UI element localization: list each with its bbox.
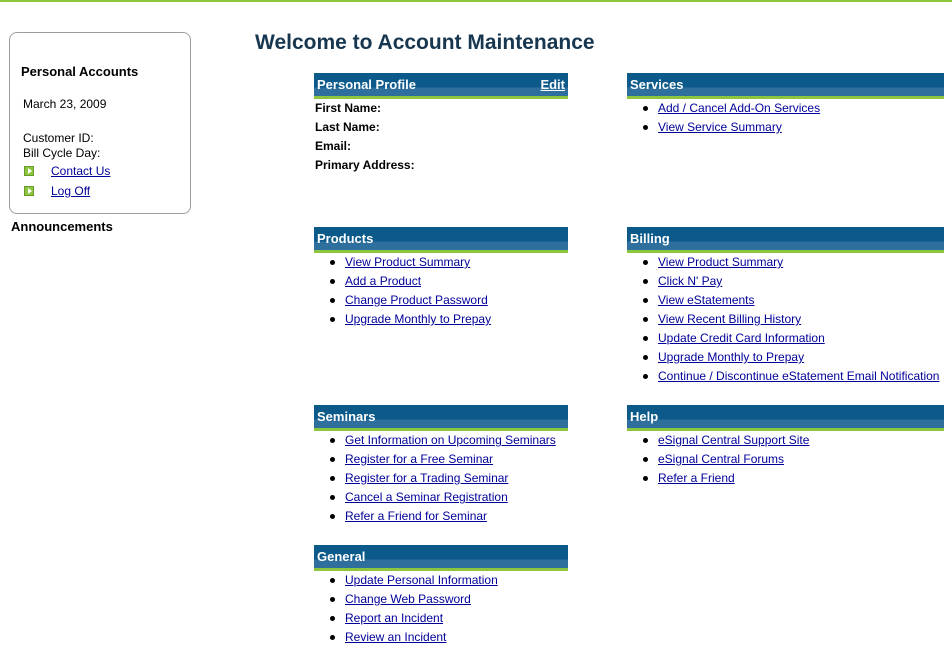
products-panel [314, 227, 568, 329]
list-item [627, 253, 944, 272]
announcements-heading: Announcements [11, 219, 113, 234]
log-off-link[interactable]: Log Off [51, 184, 91, 198]
list-item [627, 329, 944, 348]
refer-friend-link[interactable]: Refer a Friend [658, 471, 735, 485]
upgrade-monthly-prepay-link[interactable]: Upgrade Monthly to Prepay [345, 312, 492, 326]
forums-link[interactable]: eSignal Central Forums [658, 452, 785, 466]
billing-panel [627, 227, 944, 386]
update-credit-card-link[interactable]: Update Credit Card Information [658, 331, 825, 345]
free-seminar-link[interactable]: Register for a Free Seminar [345, 452, 494, 466]
list-item [627, 99, 944, 118]
list-item [627, 450, 944, 469]
services-links [627, 99, 944, 137]
green-arrow-bullet-icon [24, 166, 34, 176]
list-item [314, 488, 568, 507]
list-item [314, 291, 568, 310]
general-panel [314, 545, 568, 647]
update-personal-info-link[interactable]: Update Personal Information [345, 573, 498, 587]
bill-cycle-label: Bill Cycle Day: [23, 146, 101, 160]
log-off-item [24, 184, 90, 198]
list-item [627, 310, 944, 329]
email-label: Email: [315, 139, 352, 153]
panel-title: Billing [630, 231, 670, 246]
panel-title: Seminars [317, 409, 376, 424]
list-item [314, 571, 568, 590]
list-item [314, 450, 568, 469]
add-product-link[interactable]: Add a Product [345, 274, 422, 288]
contact-us-link[interactable]: Contact Us [51, 164, 111, 178]
list-item [314, 469, 568, 488]
list-item [627, 348, 944, 367]
list-item [314, 310, 568, 329]
green-arrow-bullet-icon [24, 186, 34, 196]
contact-us-item [24, 164, 110, 178]
list-item [314, 590, 568, 609]
panel-header [314, 73, 568, 99]
click-n-pay-link[interactable]: Click N' Pay [658, 274, 723, 288]
services-panel [627, 73, 944, 137]
first-name-label: First Name: [315, 101, 382, 115]
list-item [627, 272, 944, 291]
current-date: March 23, 2009 [23, 97, 107, 111]
panel-header [314, 405, 568, 431]
panel-title: Services [630, 77, 684, 92]
list-item [314, 253, 568, 272]
billing-links [627, 253, 944, 386]
view-estatements-link[interactable]: View eStatements [658, 293, 755, 307]
sidebar-heading: Personal Accounts [21, 64, 139, 79]
seminars-panel [314, 405, 568, 526]
account-sidebar [9, 32, 191, 214]
list-item [314, 431, 568, 450]
list-item [627, 291, 944, 310]
upcoming-seminars-link[interactable]: Get Information on Upcoming Seminars [345, 433, 556, 447]
list-item [627, 118, 944, 137]
list-item [314, 628, 568, 647]
support-site-link[interactable]: eSignal Central Support Site [658, 433, 810, 447]
billing-view-product-summary-link[interactable]: View Product Summary [658, 255, 784, 269]
list-item [314, 272, 568, 291]
billing-upgrade-prepay-link[interactable]: Upgrade Monthly to Prepay [658, 350, 805, 364]
panel-header [627, 227, 944, 253]
review-incident-link[interactable]: Review an Incident [345, 630, 447, 644]
page-title: Welcome to Account Maintenance [255, 31, 595, 54]
view-billing-history-link[interactable]: View Recent Billing History [658, 312, 802, 326]
personal-profile-panel [314, 73, 568, 175]
panel-header [314, 227, 568, 253]
estatement-notification-link[interactable]: Continue / Discontinue eStatement Email Notification [658, 369, 940, 383]
add-cancel-addon-link[interactable]: Add / Cancel Add-On Services [658, 101, 821, 115]
panel-title: General [317, 549, 366, 564]
list-item [627, 469, 944, 488]
primary-address-label: Primary Address: [315, 158, 415, 172]
panel-title: Products [317, 231, 374, 246]
help-links [627, 431, 944, 488]
list-item [627, 367, 944, 386]
report-incident-link[interactable]: Report an Incident [345, 611, 444, 625]
view-service-summary-link[interactable]: View Service Summary [658, 120, 782, 134]
panel-header [627, 405, 944, 431]
panel-title: Personal Profile [317, 77, 416, 92]
edit-profile-link[interactable]: Edit [540, 77, 565, 92]
cancel-seminar-link[interactable]: Cancel a Seminar Registration [345, 490, 508, 504]
customer-id-label: Customer ID: [23, 131, 94, 145]
products-links [314, 253, 568, 329]
general-links [314, 571, 568, 647]
change-product-password-link[interactable]: Change Product Password [345, 293, 488, 307]
panel-header [627, 73, 944, 99]
last-name-label: Last Name: [315, 120, 380, 134]
top-accent-rule [0, 0, 952, 2]
list-item [627, 431, 944, 450]
list-item [314, 609, 568, 628]
panel-title: Help [630, 409, 659, 424]
trading-seminar-link[interactable]: Register for a Trading Seminar [345, 471, 509, 485]
list-item [314, 507, 568, 526]
help-panel [627, 405, 944, 488]
seminars-links [314, 431, 568, 526]
view-product-summary-link[interactable]: View Product Summary [345, 255, 471, 269]
change-web-password-link[interactable]: Change Web Password [345, 592, 471, 606]
refer-friend-seminar-link[interactable]: Refer a Friend for Seminar [345, 509, 488, 523]
panel-header [314, 545, 568, 571]
